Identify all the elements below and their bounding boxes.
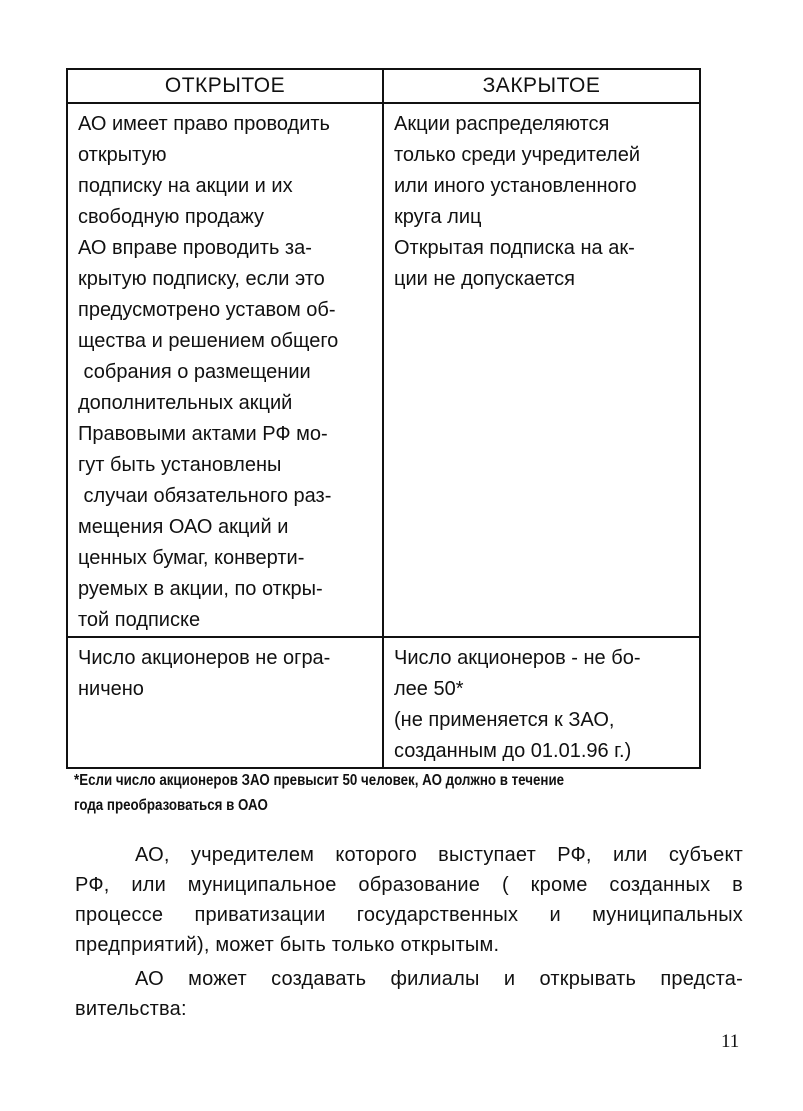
table-row bbox=[67, 637, 700, 768]
text-line: Правовыми актами РФ мо- bbox=[78, 423, 328, 445]
text-line: Открытая подписка на ак- bbox=[394, 237, 635, 259]
text-line: предусмотрено уставом об- bbox=[78, 299, 336, 321]
text-line: круга лиц bbox=[394, 206, 482, 228]
text-line: лее 50* bbox=[394, 678, 464, 700]
text-line: или иного установленного bbox=[394, 175, 637, 197]
text-line: собрания о размещении bbox=[78, 361, 311, 383]
text-line: щества и решением общего bbox=[78, 330, 339, 352]
text-line: свободную продажу bbox=[78, 206, 264, 228]
text-line: открытую bbox=[78, 144, 167, 166]
cell-closed-rights bbox=[383, 103, 700, 637]
cell-closed-shareholders bbox=[383, 637, 700, 768]
footnote-line: *Если число акционеров ЗАО превысит 50 человек, АО должно в течение bbox=[74, 772, 565, 789]
paragraph-state-founder bbox=[75, 840, 743, 960]
text-line: (не применяется к ЗАО, bbox=[394, 709, 615, 731]
text-line: мещения ОАО акций и bbox=[78, 516, 289, 538]
text-line: той подписке bbox=[78, 609, 201, 631]
text-line: гут быть установлены bbox=[78, 454, 282, 476]
paragraph-line: процессе приватизации государственных и муниципальных bbox=[75, 904, 743, 926]
text-line: ценных бумаг, конверти- bbox=[78, 547, 305, 569]
text-line: созданным до 01.01.96 г.) bbox=[394, 740, 632, 762]
text-line: Число акционеров не огра- bbox=[78, 647, 331, 669]
paragraph-line: РФ, или муниципальное образование ( кроме созданных в bbox=[75, 874, 743, 896]
header-open: ОТКРЫТОЕ bbox=[67, 69, 383, 103]
text-line: ции не допускается bbox=[394, 268, 576, 290]
comparison-table bbox=[66, 68, 701, 769]
text-line: АО имеет право проводить bbox=[78, 113, 330, 135]
text-line: Акции распределяются bbox=[394, 113, 610, 135]
text-line: дополнительных акций bbox=[78, 392, 293, 414]
text-line: крытую подписку, если это bbox=[78, 268, 325, 290]
table-footnote bbox=[74, 768, 659, 818]
cell-open-shareholders bbox=[67, 637, 383, 768]
header-closed: ЗАКРЫТОЕ bbox=[383, 69, 700, 103]
text-line: руемых в акции, по откры- bbox=[78, 578, 323, 600]
paragraph-line: вительства: bbox=[75, 998, 187, 1020]
text-line: подписку на акции и их bbox=[78, 175, 293, 197]
footnote-line: года преобразоваться в ОАО bbox=[74, 797, 268, 814]
table-header-row bbox=[67, 69, 700, 103]
paragraph-line: АО, учредителем которого выступает РФ, или субъект bbox=[135, 844, 743, 866]
paragraph-branches bbox=[75, 964, 743, 1024]
text-line: АО вправе проводить за- bbox=[78, 237, 312, 259]
text-line: ничено bbox=[78, 678, 144, 700]
cell-open-rights bbox=[67, 103, 383, 637]
page-number: 11 bbox=[721, 1031, 740, 1052]
table-row bbox=[67, 103, 700, 637]
paragraph-line: предприятий), может быть только открытым. bbox=[75, 934, 500, 956]
text-line: Число акционеров - не бо- bbox=[394, 647, 641, 669]
text-line: случаи обязательного раз- bbox=[78, 485, 332, 507]
paragraph-line: АО может создавать филиалы и открывать предста- bbox=[135, 968, 743, 990]
text-line: только среди учредителей bbox=[394, 144, 640, 166]
